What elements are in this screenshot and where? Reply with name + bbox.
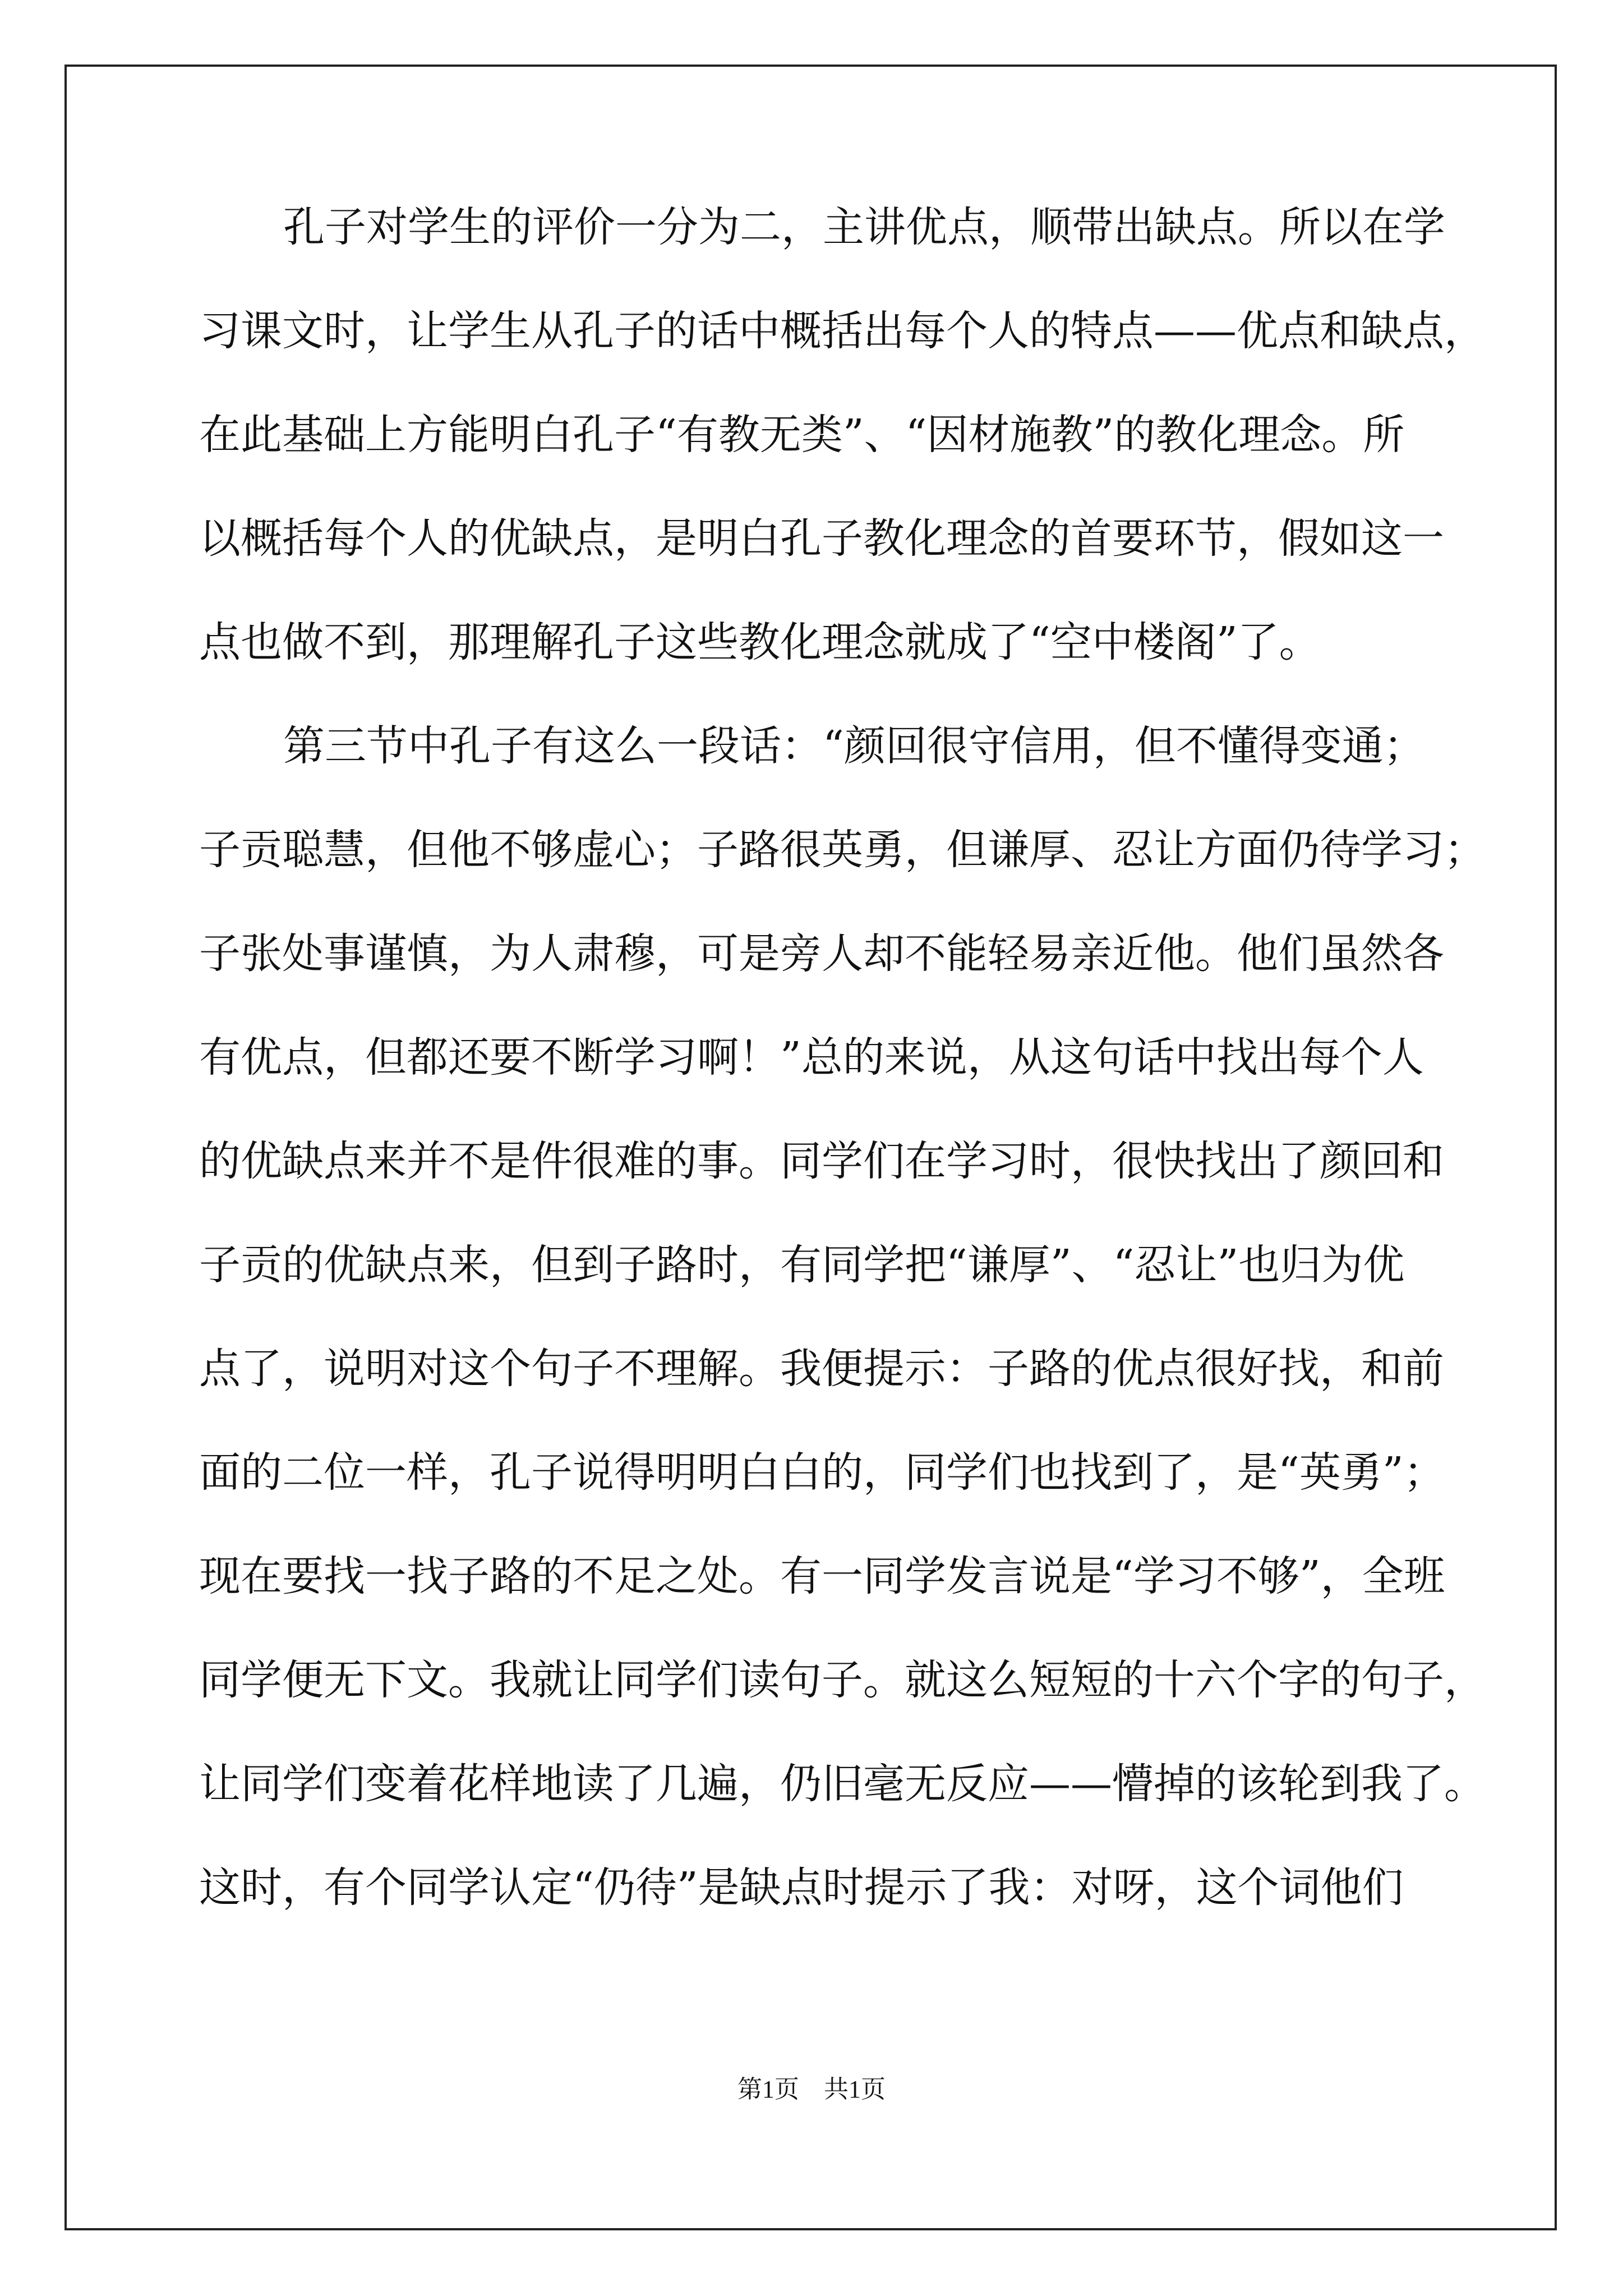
text-line: 子张处事谨慎，为人肃穆，可是旁人却不能轻易亲近他。他们虽然各: [199, 930, 1444, 978]
text-line: 以概括每个人的优缺点，是明白孔子教化理念的首要环节，假如这一: [199, 514, 1444, 563]
text-line: 让同学们变着花样地读了几遍，仍旧毫无反应——懵掉的该轮到我了。: [199, 1760, 1486, 1808]
text-line: 第三节中孔子有这么一段话：“颜回很守信用，但不懂得变通；: [283, 722, 1425, 770]
text-line: 同学便无下文。我就让同学们读句子。就这么短短的十六个字的句子，: [199, 1656, 1486, 1704]
text-line: 习课文时，让学生从孔子的话中概括出每个人的特点——优点和缺点，: [199, 307, 1486, 355]
text-line: 在此基础上方能明白孔子“有教无类”、“因材施教”的教化理念。所: [199, 411, 1405, 459]
text-line: 的优缺点来并不是件很难的事。同学们在学习时，很快找出了颜回和: [199, 1137, 1444, 1185]
text-line: 孔子对学生的评价一分为二，主讲优点，顺带出缺点。所以在学: [283, 203, 1445, 251]
text-line: 子贡的优缺点来，但到子路时，有同学把“谦厚”、“忍让”也归为优: [199, 1241, 1405, 1289]
page-footer: 第1页 共1页: [737, 2076, 886, 2103]
text-line: 有优点，但都还要不断学习啊！”总的来说，从这句话中找出每个人: [199, 1033, 1424, 1082]
text-line: 面的二位一样，孔子说得明明白白的，同学们也找到了，是“英勇”；: [199, 1448, 1445, 1497]
text-line: 点了，说明对这个句子不理解。我便提示：子路的优点很好找，和前: [199, 1345, 1444, 1393]
text-line: 现在要找一找子路的不足之处。有一同学发言说是“学习不够”，全班: [199, 1552, 1445, 1600]
text-line: 子贡聪慧，但他不够虚心；子路很英勇，但谦厚、忍让方面仍待学习；: [199, 826, 1486, 874]
text-line: 这时，有个同学认定“仍待”是缺点时提示了我：对呀，这个词他们: [199, 1864, 1404, 1912]
text-line: 点也做不到，那理解孔子这些教化理念就成了“空中楼阁”了。: [199, 618, 1321, 666]
